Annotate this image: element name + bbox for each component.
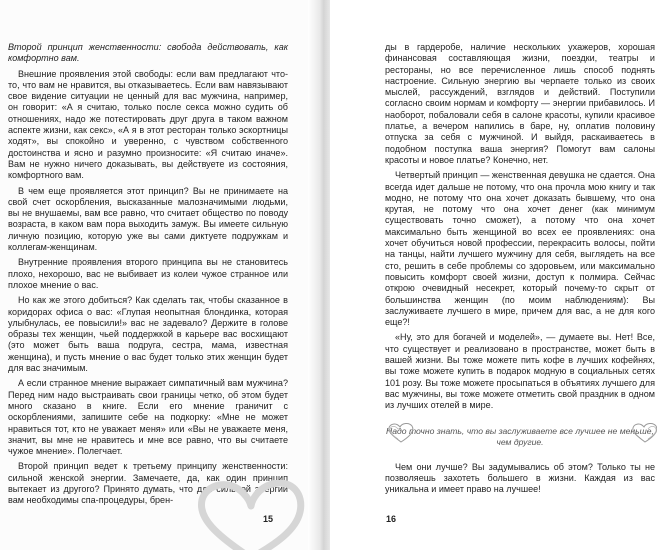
left-paragraph: Второй принцип ведет к третьему принципу женственности: сильной женской энергии. Замечаете, да, как один принцип вытекает из другого? Принято думать, что для сильной энергии вам необходимы спа-процедуры, брен- — [8, 461, 288, 506]
right-paragraph: Четвертый принцип — женственная девушка не сдается. Она всегда идет дальше не потому, что она прочла мою книгу и так модно, не потому что она хочет доказать бывшему, что она крутая, не потому что она хочет денег (как минимум существовать точно сможет), а потому что она хочет максимально быть женщиной во всех ее проявлениях: она хочет обучиться новой профессии, перекрасить волосы, пойти на танцы, найти лучшего мужчину для себя, выглядеть на все сто, решить в себе проблемы со здоровьем, или максимально повысить комфорт своей жизни, доступ к полмира. Сейчас открою очевидный несекрет, который почему-то скрыт от большинства женщин (по моим наблюдениям): Вы заслуживаете лучшего в мире, причем для вас, а не для кого еще?! — [385, 170, 655, 328]
pull-quote — [385, 426, 655, 448]
page-number: 16 — [386, 514, 397, 524]
right-paragraph: «Ну, это для богачей и моделей», — думаете вы. Нет! Все, что существует и реализовано в пространстве, может быть в вашей жизни. Вы тоже можете пить кофе в лучших кофейнях, вы тоже можете купить в подарок модную в социальных сетях 101 розу. Вы тоже можете просыпаться в объятиях лучшего для вас мужчины, вы тоже можете отметить свой праздник в одном из лучших отелей в мире. — [385, 332, 655, 411]
left-page — [0, 0, 320, 550]
heart-doodle-icon — [387, 422, 415, 444]
right-paragraph: ды в гардеробе, наличие нескольких ухажеров, хорошая финансовая составляющая жизни, поездки, театры и рестораны, но все перечисленное лишь способ поднять настроение. Сильную энергию вы черпаете только из своих мыслей, рассуждений, взглядов и действий. Поступили согласно своим нормам и комфорту — энергии прибавилось. И наоборот, побаловали себя в салоне красоты, купили красивое платье, а вечером напились в баре, ну, оплатив половину отпуска за себя с мужчиной. И выйдя, раскаиваетесь в подобном поступка ваша энергия? Помогут вам салоны красоты и новое платье? Конечно, нет. — [385, 42, 655, 165]
pull-quote-text: Надо точно знать, что вы заслуживаете все лучшее не меньше, чем другие. — [386, 425, 654, 447]
left-paragraph: Внешние проявления этой свободы: если вам предлагают что-то, что вам не нравится, вы отказываетесь. Если вам навязывают свое видение ситуации не ценный для вас мужчина, например, он говорит: «А я считаю, только после секса можно судить об отношениях, надо же потестировать друг друга в таком важном аспекте жизни, как секс», «А я в этот ресторан только эскортницы ходят», вы спокойно и уверенно, с чувством собственного достоинства и ясно и разумно произносите: «Я считаю иначе». Вам не нужно ничего доказывать, вы действуете из состояния, комфортного вам. — [8, 68, 288, 181]
heart-doodle-icon — [631, 422, 657, 444]
left-paragraph: Второй принцип женственности: свобода действовать, как комфортно вам. — [8, 42, 288, 64]
left-page-text — [8, 42, 288, 507]
heart-decoration-icon — [196, 480, 306, 550]
right-page — [330, 0, 657, 550]
left-paragraph: Внутренние проявления второго принципа вы не становитесь плохо, нехорошо, вас не выбивает из колеи чужое странное или плохое мнение о вас. — [8, 257, 288, 290]
left-paragraph: Но как же этого добиться? Как сделать так, чтобы сказанное в коридорах офиса о вас: «Глупая неопытная блондинка, которая улыбнулась, ее повысили!» вас не задевало? Держите в голове образы тех женщин, чьей поддержкой в карьере вас восхищают (это может быть ваша подруга, сестра, мама, известная женщина), и пусть мнение о вас будет только этих женщин будет для вас значимым. — [8, 295, 288, 374]
page-number: 15 — [263, 514, 274, 524]
right-page-text — [385, 42, 655, 495]
left-paragraph: В чем еще проявляется этот принцип? Вы не принимаете на свой счет оскорбления, высказанные малозначимыми людьми, вы не внушаемы, вам все равно, что считает общество по поводу возраста, в каком вам пора выходить замуж. Вы имеете сильную личную позицию, которую уже вы сами диктуете подружкам и коллегам-женщинам. — [8, 185, 288, 253]
left-paragraph: А если странное мнение выражает симпатичный вам мужчина? Перед ним надо выстраивать свои границы четко, об этом будет много сказано в книге. Если его мнение граничит с оскорблениями, запишите себе на подкорку: «Мне не может нравиться тот, кто не уважает меня» или «Вы не уважаете меня, значит, вы мне не нравитесь и мне все равно, что вы считаете чужое мнение». Полегчает. — [8, 378, 288, 457]
right-paragraph: Чем они лучше? Вы задумывались об этом? Только ты не позволяешь захотеть большего в жизни. Каждая из вас уникальна и имеет право на лучшее! — [385, 461, 655, 495]
